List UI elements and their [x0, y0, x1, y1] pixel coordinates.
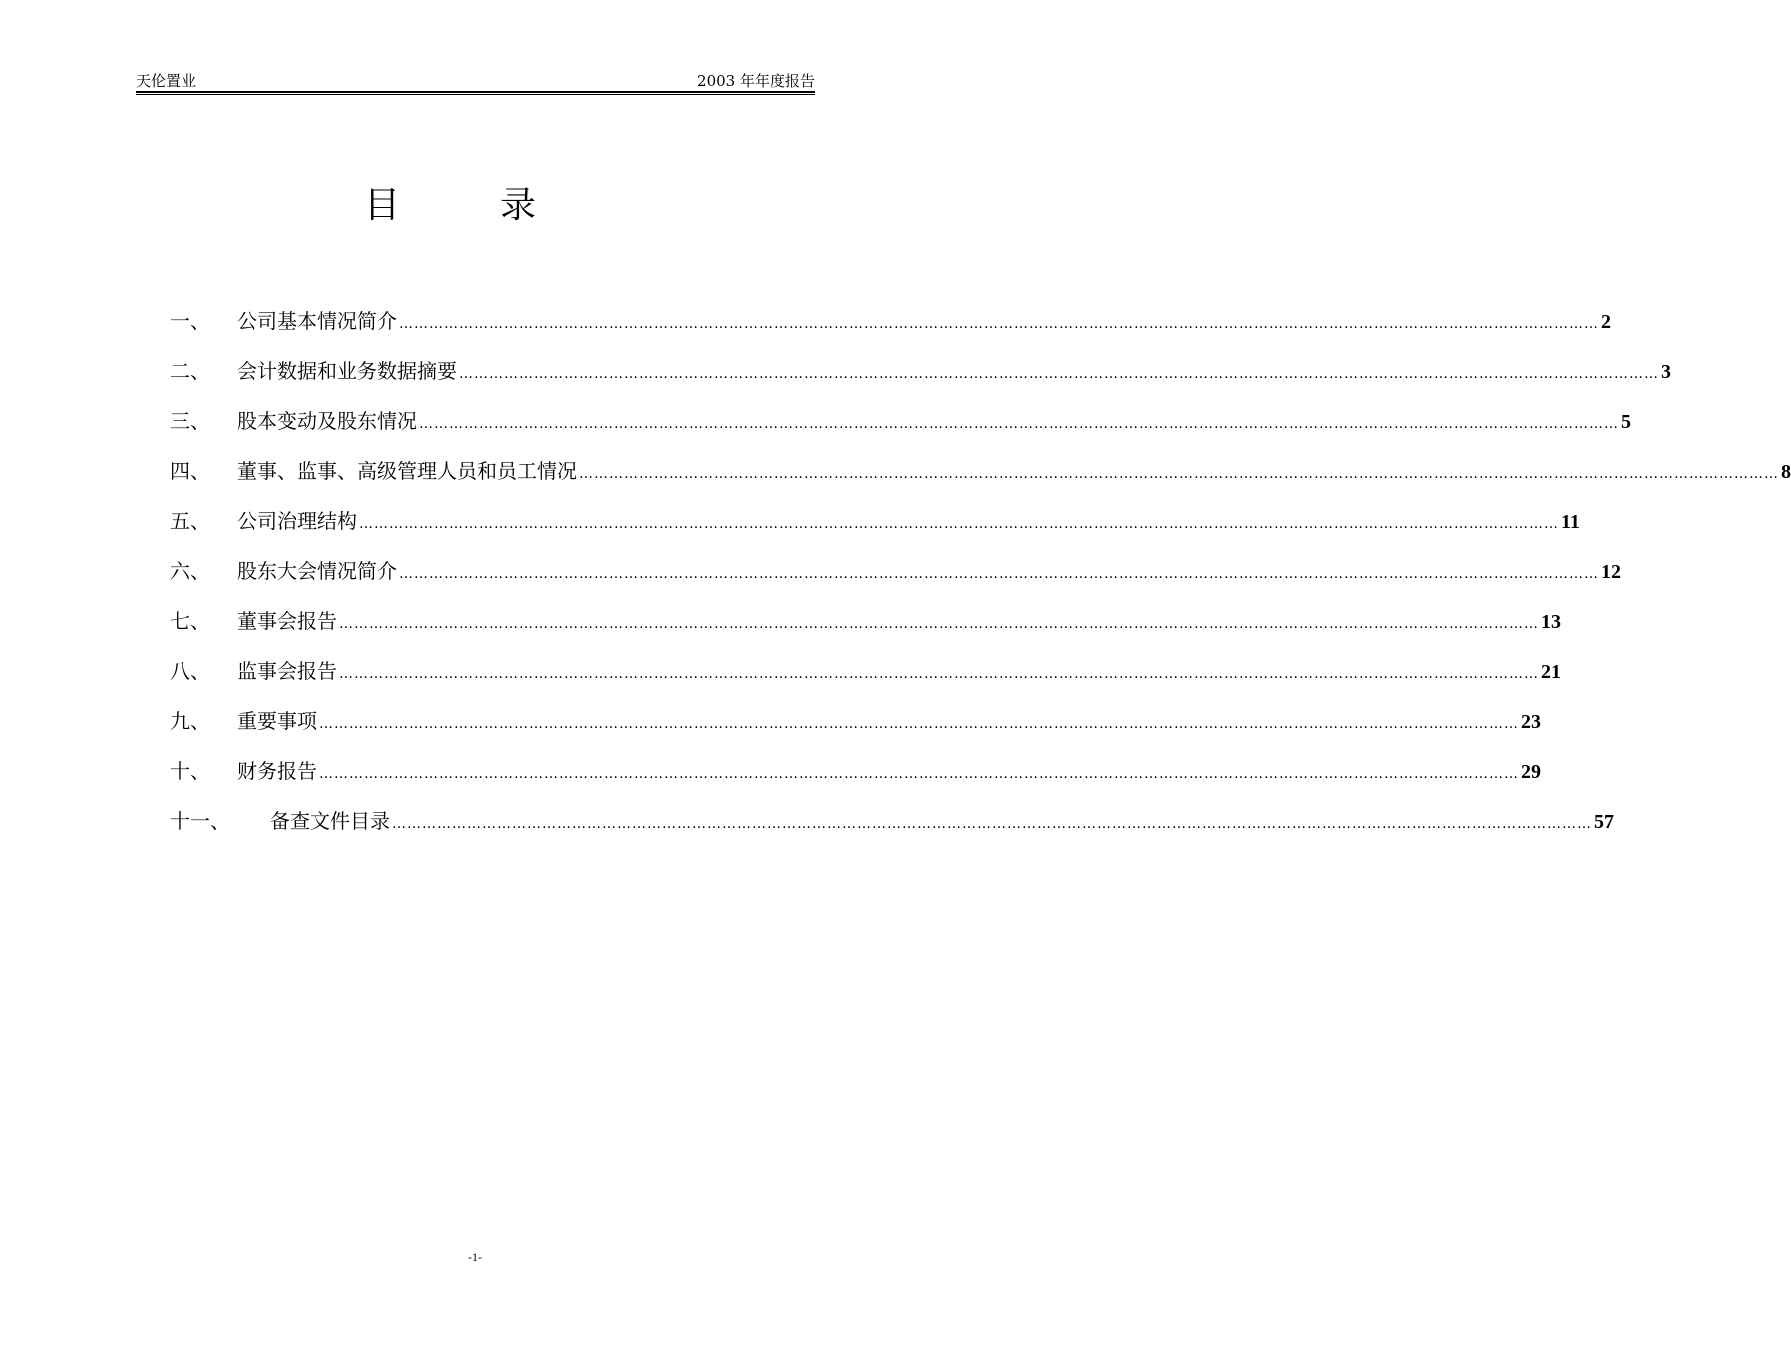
toc-leader-dots: ……………………………………………………………………………………………………………………………………………………………………………………………………………………	[419, 416, 1619, 432]
toc-entry[interactable]	[170, 496, 1580, 546]
toc-entry-label: 董事、监事、高级管理人员和员工情况	[237, 459, 577, 483]
toc-entry[interactable]	[170, 696, 1541, 746]
table-of-contents	[170, 296, 1791, 846]
toc-entry-label: 会计数据和业务数据摘要	[237, 359, 457, 383]
toc-entry-number: 三、	[170, 409, 210, 433]
toc-leader-dots: ……………………………………………………………………………………………………………………………………………………………………………………………………………………	[579, 466, 1779, 482]
toc-entry-label: 董事会报告	[237, 609, 337, 633]
toc-leader-dots: ……………………………………………………………………………………………………………………………………………………………………………………………………………………	[399, 316, 1599, 332]
toc-entry-number: 十、	[170, 759, 210, 783]
toc-entry[interactable]	[170, 596, 1561, 646]
toc-entry-number: 八、	[170, 659, 210, 683]
toc-entry[interactable]	[170, 396, 1631, 446]
toc-entry-label: 公司治理结构	[237, 509, 357, 533]
toc-entry-number: 九、	[170, 709, 210, 733]
toc-entry-page: 11	[1561, 511, 1580, 533]
toc-entry[interactable]	[170, 296, 1611, 346]
toc-leader-dots: ……………………………………………………………………………………………………………………………………………………………………………………………………………………	[392, 816, 1592, 832]
toc-entry[interactable]	[170, 646, 1561, 696]
toc-entry[interactable]	[170, 746, 1541, 796]
toc-entry-page: 2	[1601, 311, 1611, 333]
toc-entry-page: 57	[1594, 811, 1614, 833]
toc-entry-label: 备查文件目录	[270, 809, 390, 833]
toc-entry-label: 公司基本情况简介	[237, 309, 397, 333]
page-title: 目录	[363, 185, 636, 226]
toc-entry-number: 十一、	[170, 809, 230, 833]
page-number: -1-	[468, 1250, 482, 1264]
toc-leader-dots: ……………………………………………………………………………………………………………………………………………………………………………………………………………………	[319, 716, 1519, 732]
toc-leader-dots: ……………………………………………………………………………………………………………………………………………………………………………………………………………………	[359, 516, 1559, 532]
toc-leader-dots: ……………………………………………………………………………………………………………………………………………………………………………………………………………………	[339, 666, 1539, 682]
toc-entry-number: 四、	[170, 459, 210, 483]
toc-entry-label: 监事会报告	[237, 659, 337, 683]
toc-entry-label: 股东大会情况简介	[237, 559, 397, 583]
toc-entry[interactable]	[170, 546, 1621, 596]
toc-entry[interactable]	[170, 346, 1671, 396]
toc-entry[interactable]	[170, 796, 1614, 846]
toc-leader-dots: ……………………………………………………………………………………………………………………………………………………………………………………………………………………	[399, 566, 1599, 582]
header-divider	[136, 91, 815, 95]
toc-entry-page: 5	[1621, 411, 1631, 433]
toc-entry-number: 六、	[170, 559, 210, 583]
page-header	[136, 70, 815, 92]
toc-entry-page: 3	[1661, 361, 1671, 383]
toc-entry-label: 重要事项	[237, 709, 317, 733]
toc-entry-page: 23	[1521, 711, 1541, 733]
toc-entry-page: 13	[1541, 611, 1561, 633]
header-company: 天伦置业	[136, 72, 197, 90]
toc-entry-label: 财务报告	[237, 759, 317, 783]
header-report-title: 2003 年年度报告	[697, 72, 815, 90]
toc-entry-label: 股本变动及股东情况	[237, 409, 417, 433]
toc-leader-dots: ……………………………………………………………………………………………………………………………………………………………………………………………………………………	[319, 766, 1519, 782]
toc-entry-number: 五、	[170, 509, 210, 533]
toc-entry-page: 8	[1781, 461, 1791, 483]
toc-entry-number: 二、	[170, 359, 210, 383]
toc-entry-page: 21	[1541, 661, 1561, 683]
toc-entry-number: 七、	[170, 609, 210, 633]
toc-leader-dots: ……………………………………………………………………………………………………………………………………………………………………………………………………………………	[339, 616, 1539, 632]
toc-entry[interactable]	[170, 446, 1791, 496]
toc-entry-page: 29	[1521, 761, 1541, 783]
toc-entry-number: 一、	[170, 309, 210, 333]
toc-entry-page: 12	[1601, 561, 1621, 583]
toc-leader-dots: ……………………………………………………………………………………………………………………………………………………………………………………………………………………	[459, 366, 1659, 382]
